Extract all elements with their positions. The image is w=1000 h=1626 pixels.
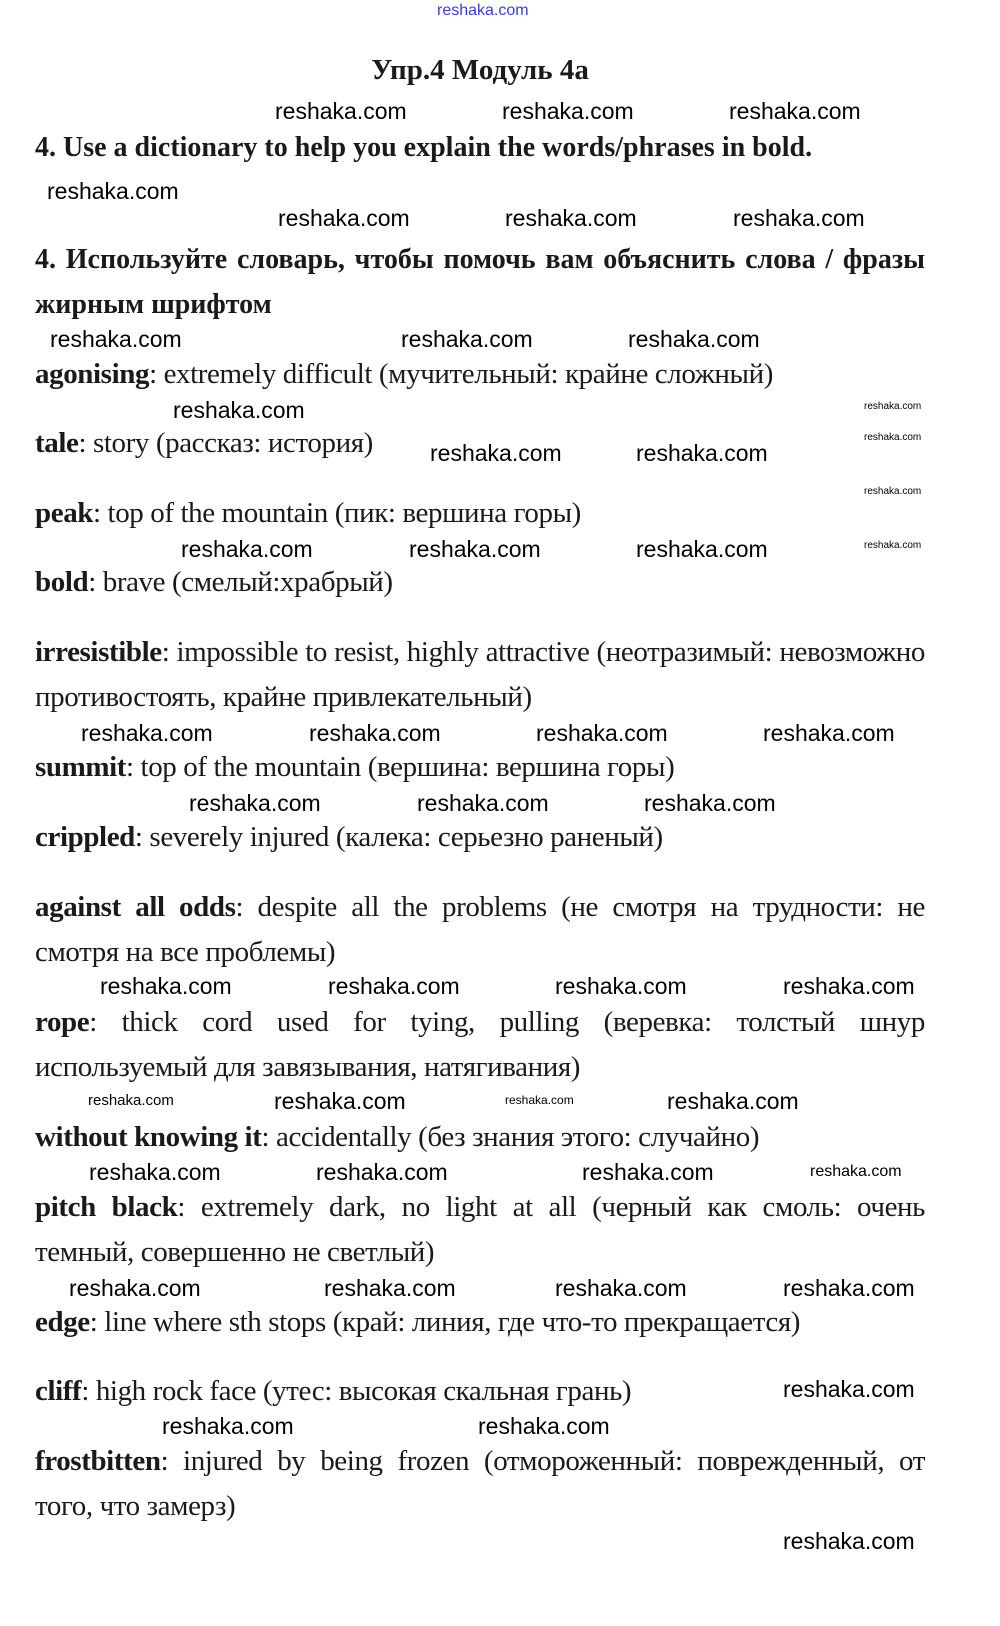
watermark: reshaka.com: [555, 973, 687, 999]
watermark: reshaka.com: [536, 720, 668, 746]
watermark: reshaka.com: [505, 1093, 574, 1107]
watermark: reshaka.com: [636, 440, 768, 466]
entry-pitch-black: [35, 1185, 925, 1275]
term: crippled: [35, 821, 135, 853]
definition: : thick cord used for tying, pulling (веревка: толстый шнур используемый для завязывания, натягивания): [35, 1006, 925, 1083]
watermark: reshaka.com: [810, 1163, 902, 1180]
term: without knowing it: [35, 1121, 262, 1153]
definition: : top of the mountain (пик: вершина горы): [93, 497, 581, 529]
definition: : story (рассказ: история): [78, 427, 373, 459]
watermark: reshaka.com: [582, 1159, 714, 1185]
definition: : top of the mountain (вершина: вершина горы): [126, 751, 675, 783]
term: agonising: [35, 358, 150, 390]
watermark: reshaka.com: [864, 540, 922, 551]
entry-without-knowing-it: [35, 1115, 925, 1160]
watermark: reshaka.com: [81, 720, 213, 746]
term: frostbitten: [35, 1445, 161, 1477]
watermark: reshaka.com: [162, 1413, 294, 1439]
entry-summit: [35, 745, 925, 790]
watermark: reshaka.com: [417, 790, 549, 816]
entry-frostbitten: [35, 1439, 925, 1529]
watermark: reshaka.com: [478, 1413, 610, 1439]
task-russian: 4. Используйте словарь, чтобы помочь вам объяснить слова / фразы жирным шрифтом: [35, 244, 925, 320]
definition: : brave (смелый:храбрый): [88, 566, 393, 598]
term: edge: [35, 1306, 90, 1338]
watermark: reshaka.com: [69, 1275, 201, 1301]
watermark: reshaka.com: [864, 486, 922, 497]
watermark: reshaka.com: [316, 1159, 448, 1185]
watermark: reshaka.com: [636, 536, 768, 562]
term: peak: [35, 497, 94, 529]
term: rope: [35, 1006, 90, 1038]
watermark: reshaka.com: [173, 397, 305, 423]
site-link[interactable]: reshaka.com: [437, 2, 529, 19]
watermark: reshaka.com: [505, 205, 637, 231]
watermark: reshaka.com: [100, 973, 232, 999]
entry-rope: [35, 1000, 925, 1090]
watermark: reshaka.com: [309, 720, 441, 746]
watermark: reshaka.com: [324, 1275, 456, 1301]
watermark: reshaka.com: [278, 205, 410, 231]
watermark: reshaka.com: [88, 1092, 174, 1109]
definition: : extremely difficult (мучительный: крайне сложный): [149, 358, 773, 390]
term: irresistible: [35, 636, 162, 668]
entry-bold: [35, 560, 925, 605]
term: bold: [35, 566, 89, 598]
watermark: reshaka.com: [644, 790, 776, 816]
watermark: reshaka.com: [50, 326, 182, 352]
definition: : extremely dark, no light at all (черный как смоль: очень темный, совершенно не светлый): [35, 1191, 925, 1268]
entry-edge: [35, 1300, 925, 1345]
watermark: reshaka.com: [328, 973, 460, 999]
watermark: reshaka.com: [783, 1376, 915, 1402]
watermark: reshaka.com: [763, 720, 895, 746]
watermark: reshaka.com: [409, 536, 541, 562]
entry-against-all-odds: [35, 885, 925, 975]
definition: : impossible to resist, highly attractive (неотразимый: невозможно противостоять, крайне привлекательный): [35, 636, 925, 713]
watermark: reshaka.com: [430, 440, 562, 466]
watermark: reshaka.com: [733, 205, 865, 231]
watermark: reshaka.com: [181, 536, 313, 562]
definition: : severely injured (калека: серьезно раненый): [134, 821, 663, 853]
watermark: reshaka.com: [275, 98, 407, 124]
definition: : line where sth stops (край: линия, где что-то прекращается): [89, 1306, 801, 1338]
watermark: reshaka.com: [729, 98, 861, 124]
watermark: reshaka.com: [47, 178, 179, 204]
term: summit: [35, 751, 127, 783]
watermark: reshaka.com: [864, 401, 922, 412]
watermark: reshaka.com: [783, 1275, 915, 1301]
watermark: reshaka.com: [555, 1275, 687, 1301]
term: cliff: [35, 1375, 82, 1407]
entry-agonising: [35, 352, 925, 397]
entry-irresistible: [35, 630, 925, 720]
term: pitch black: [35, 1191, 178, 1223]
watermark: reshaka.com: [783, 1528, 915, 1554]
watermark: reshaka.com: [89, 1159, 221, 1185]
watermark: reshaka.com: [864, 432, 922, 443]
entry-crippled: [35, 815, 925, 860]
watermark: reshaka.com: [502, 98, 634, 124]
watermark: reshaka.com: [189, 790, 321, 816]
entry-peak: [35, 491, 925, 536]
definition: : accidentally (без знания этого: случайно): [261, 1121, 760, 1153]
watermark: reshaka.com: [783, 973, 915, 999]
watermark: reshaka.com: [667, 1088, 799, 1114]
term: tale: [35, 427, 79, 459]
watermark: reshaka.com: [628, 326, 760, 352]
task-english: 4. Use a dictionary to help you explain the words/phrases in bold.: [35, 132, 813, 163]
definition: : high rock face (утес: высокая скальная грань): [81, 1375, 632, 1407]
watermark: reshaka.com: [274, 1088, 406, 1114]
definition: : injured by being frozen (отмороженный: поврежденный, от того, что замерз): [35, 1445, 925, 1522]
watermark: reshaka.com: [401, 326, 533, 352]
definition: : despite all the problems (не смотря на трудности: не смотря на все проблемы): [35, 891, 925, 968]
term: against all odds: [35, 891, 236, 923]
page-title: Упр.4 Модуль 4а: [371, 54, 589, 86]
